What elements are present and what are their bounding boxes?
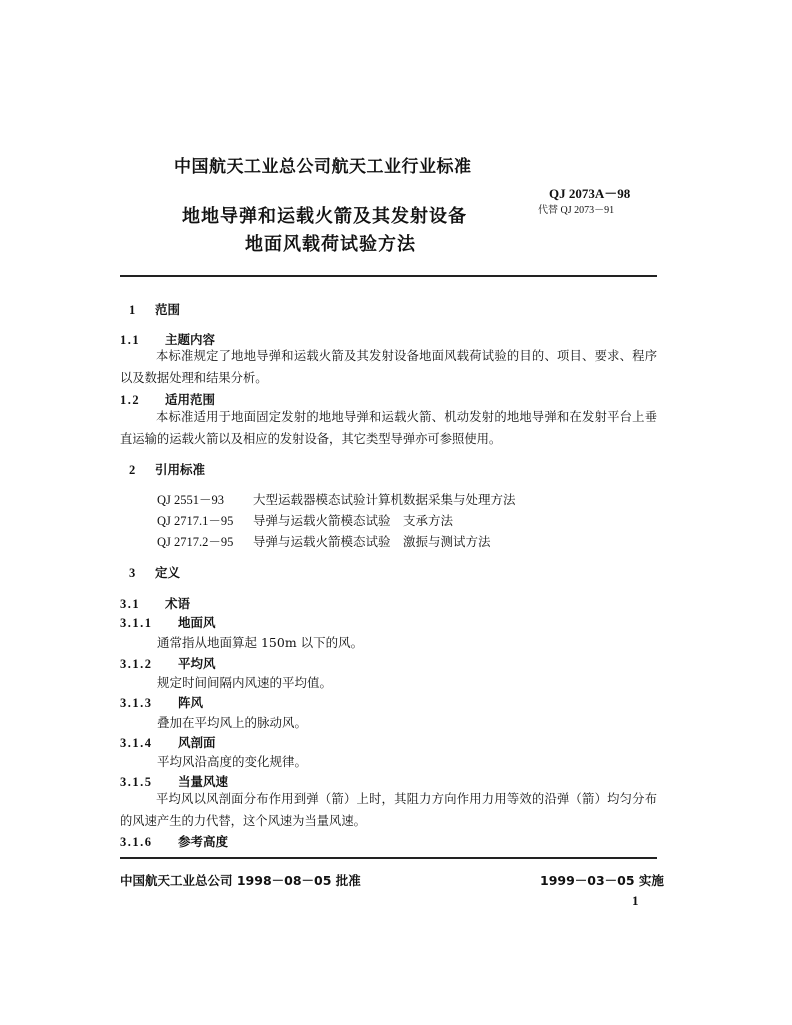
term-title: 参考高度 [178, 834, 229, 849]
subsection-number: 3.1 [120, 597, 141, 611]
term-title: 当量风速 [178, 774, 229, 789]
term-definition: 通常指从地面算起 150m 以下的风。 [157, 635, 364, 650]
reference-title: 导弹与运载火箭模态试验 激振与测试方法 [253, 534, 491, 549]
footer-divider [120, 857, 657, 859]
section-heading [129, 300, 180, 318]
standard-code: QJ 2073A－98 [549, 186, 631, 201]
term-title: 阵风 [178, 695, 204, 710]
reference-code: QJ 2717.1－95 [157, 514, 234, 528]
section-heading [129, 563, 180, 581]
term-definition: 规定时间间隔内风速的平均值。 [157, 675, 333, 690]
reference-title: 导弹与运载火箭模态试验 支承方法 [253, 513, 454, 528]
reference-item [157, 490, 516, 508]
reference-title: 大型运载器模态试验计算机数据采集与处理方法 [253, 492, 516, 507]
term-number: 3.1.2 [120, 657, 153, 671]
section-number: 2 [129, 463, 137, 477]
term-heading [120, 832, 228, 850]
term-number: 3.1.5 [120, 775, 153, 789]
term-heading [120, 613, 216, 631]
term-definition: 平均风沿高度的变化规律。 [157, 754, 308, 769]
paragraph: 本标准规定了地地导弹和运载火箭及其发射设备地面风载荷试验的目的、项目、要求、程序以及数据处理和结果分析。 [120, 349, 657, 385]
implementation-date: 1999－03－05 实施 [540, 873, 664, 888]
subsection-title: 术语 [165, 596, 191, 611]
term-number: 3.1.1 [120, 616, 153, 630]
term-title: 风剖面 [178, 735, 216, 750]
paragraph: 本标准适用于地面固定发射的地地导弹和运载火箭、机动发射的地地导弹和在发射平台上垂直运输的运载火箭以及相应的发射设备，其它类型导弹亦可参照使用。 [120, 410, 657, 446]
reference-item [157, 511, 453, 529]
document-title-line2: 地面风载荷试验方法 [245, 234, 416, 255]
reference-code: QJ 2551－93 [157, 493, 225, 507]
header-divider [120, 275, 657, 277]
term-number: 3.1.4 [120, 736, 153, 750]
term-heading [120, 733, 216, 751]
section-number: 3 [129, 566, 137, 580]
approval-date: 中国航天工业总公司 1998－08－05 批准 [120, 873, 361, 888]
section-title: 范围 [155, 302, 181, 317]
section-title: 定义 [155, 565, 181, 580]
replaces-standard: 代替 QJ 2073－91 [538, 205, 615, 216]
term-number: 3.1.6 [120, 835, 153, 849]
organization-standard-title: 中国航天工业总公司航天工业行业标准 [174, 157, 472, 177]
term-definition: 叠加在平均风上的脉动风。 [157, 715, 308, 730]
subsection-title: 适用范围 [165, 392, 216, 407]
subsection-number: 1.1 [120, 333, 141, 347]
subsection-heading [120, 594, 190, 612]
subsection-number: 1.2 [120, 393, 141, 407]
reference-item [157, 532, 491, 550]
term-heading [120, 654, 216, 672]
term-number: 3.1.3 [120, 696, 153, 710]
section-heading [129, 460, 205, 478]
page-number: 1 [632, 893, 639, 908]
term-title: 地面风 [178, 615, 216, 630]
document-title-line1: 地地导弹和运载火箭及其发射设备 [182, 206, 467, 227]
term-heading [120, 693, 203, 711]
section-title: 引用标准 [155, 462, 206, 477]
term-title: 平均风 [178, 656, 216, 671]
subsection-title: 主题内容 [165, 332, 216, 347]
term-definition: 平均风以风剖面分布作用到弹（箭）上时，其阻力方向作用力用等效的沿弹（箭）均匀分布的风速产生的力代替，这个风速为当量风速。 [120, 792, 657, 828]
section-number: 1 [129, 303, 137, 317]
reference-code: QJ 2717.2－95 [157, 535, 234, 549]
